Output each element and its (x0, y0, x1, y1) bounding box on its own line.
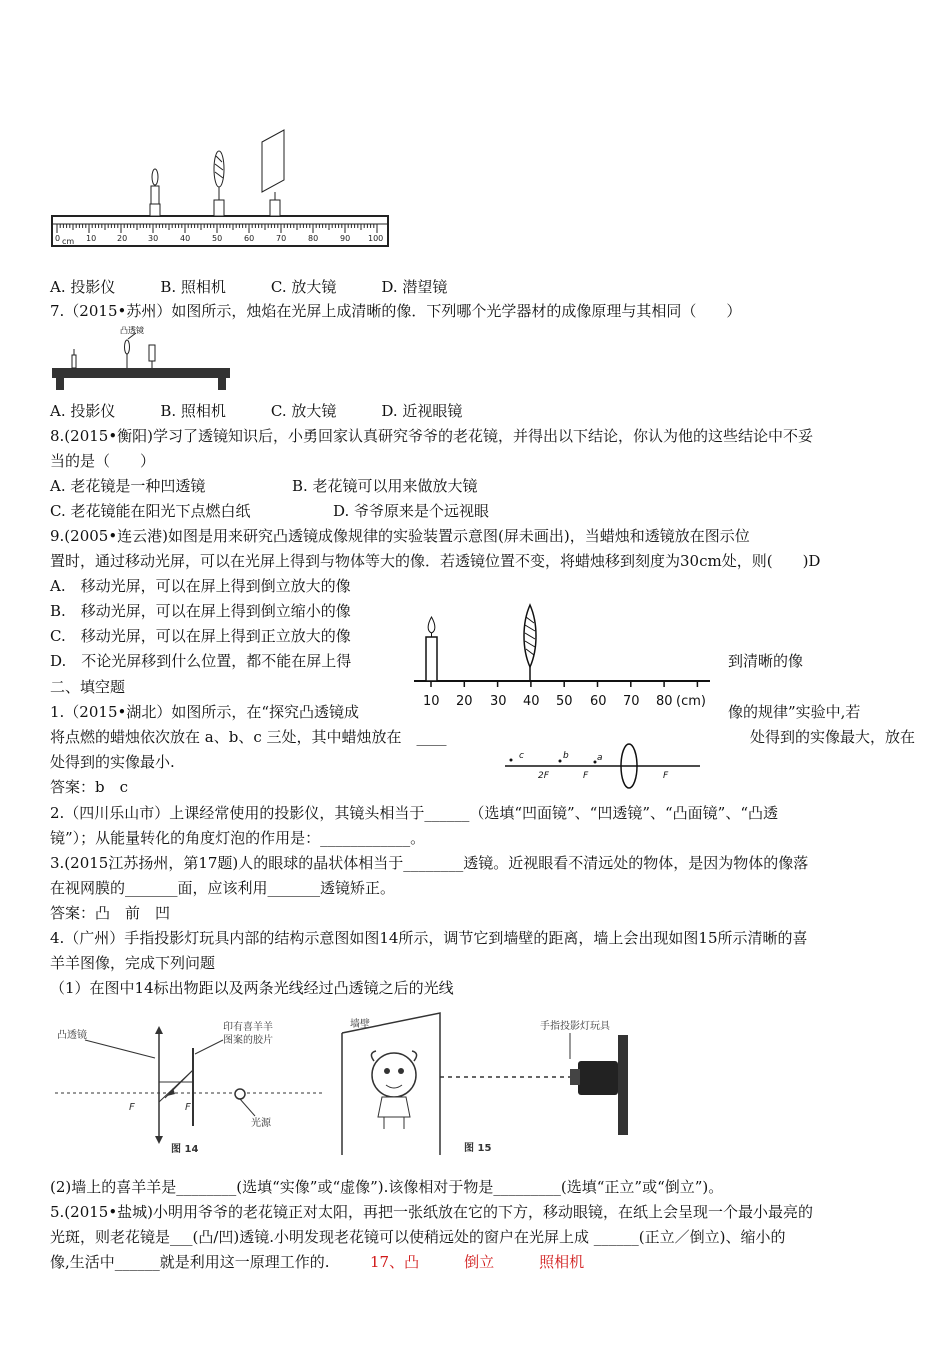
ruler1-tick-label: 20 (117, 234, 128, 243)
q9-figure (410, 603, 730, 715)
figure-14 (55, 1018, 330, 1158)
q9-tick-label: 70 (623, 694, 640, 709)
ruler1-tick-label: 70 (276, 234, 287, 243)
f5-line1: 5.(2015•盐城)小明用爷爷的老花镜正对太阳，再把一张纸放在它的下方，移动眼镜，在纸上会呈现一个最小最亮的 (50, 1203, 814, 1221)
fig15-toy-label: 手指投影灯玩具 (540, 1021, 610, 1032)
f1-label-b: b (563, 751, 569, 761)
ruler1-tick-label: 80 (308, 234, 319, 243)
fig15-caption: 图 15 (464, 1143, 492, 1154)
fig14-film-label-2: 图案的胶片 (223, 1035, 273, 1046)
fig14-film-label-1: 印有喜羊羊 (223, 1022, 273, 1033)
f3-line2: 在视网膜的_______面，应该利用_______透镜矫正。 (50, 879, 396, 897)
q7-stem: 7.（2015•苏州）如图所示，烛焰在光屏上成清晰的像．下列哪个光学器材的成像原理与其相同（ ） (50, 302, 742, 320)
f1-line1-left: 1.（2015•湖北）如图所示，在“探究凸透镜成 (50, 703, 360, 721)
ruler1-tick-label: 40 (180, 234, 191, 243)
q9-tick-label: 60 (590, 694, 607, 709)
f1-line2-left: 将点燃的蜡烛依次放在 a、b、c 三处，其中蜡烛放在 ____ (50, 728, 447, 746)
f4-line2: 羊羊图像，完成下列问题 (50, 954, 216, 972)
f4-sub1: （1）在图中14标出物距以及两条光线经过凸透镜之后的光线 (50, 979, 454, 997)
fig14-lens-label: 凸透镜 (57, 1030, 87, 1041)
q7-options: A. 投影仪 B. 照相机 C. 放大镜 D. 近视眼镜 (50, 402, 463, 420)
section-fill-in-title: 二、填空题 (50, 678, 126, 696)
fig14-f1-label: F (129, 1102, 135, 1113)
q9-tick-label: 40 (523, 694, 540, 709)
q9-option-b: B. 移动光屏，可以在屏上得到倒立缩小的像 (50, 602, 351, 620)
fig14-light-label: 光源 (251, 1118, 271, 1129)
q9-unit-label: (cm) (676, 694, 706, 709)
fig14-caption: 图 14 (171, 1144, 199, 1155)
q9-option-a: A. 移动光屏，可以在屏上得到倒立放大的像 (50, 577, 351, 595)
ruler1-tick-label: 50 (212, 234, 223, 243)
f5-line3: 像,生活中______就是利用这一原理工作的. (50, 1253, 330, 1271)
q9-stem-2: 置时，通过移动光屏，可以在光屏上得到与物体等大的像．若透镜位置不变，将蜡烛移到刻度为30cm处，则( )D (50, 552, 821, 570)
q9-tick-label: 50 (556, 694, 573, 709)
f1-answer: 答案：b c (50, 778, 129, 796)
q8-option-a: A. 老花镜是一种凹透镜 (50, 477, 206, 495)
ruler1-tick-label: 0 (55, 234, 61, 243)
q8-option-b: B. 老花镜可以用来做放大镜 (292, 477, 478, 495)
fig15-wall-label: 墙壁 (350, 1019, 370, 1030)
q7-figure (50, 325, 235, 395)
q8-stem-1: 8.(2015•衡阳)学习了透镜知识后，小勇回家认真研究爷爷的老花镜，并得出以下结论，你认为他的这些结论中不妥 (50, 427, 814, 445)
q9-option-d-part2: 到清晰的像 (728, 652, 804, 670)
figure-15 (340, 1005, 640, 1160)
f1-lens-figure (505, 740, 705, 790)
q8-option-d: D. 爷爷原来是个远视眼 (333, 502, 490, 520)
f1-line3: 处得到的实像最小. (50, 753, 175, 771)
q8-option-c: C. 老花镜能在阳光下点燃白纸 (50, 502, 251, 520)
f1-line2-right: 处得到的实像最大，放在 (750, 728, 916, 746)
f1-line1-right: 像的规律”实验中,若 (728, 703, 861, 721)
q9-stem-1: 9.(2005•连云港)如图是用来研究凸透镜成像规律的实验装置示意图(屏未画出)，当蜡烛和透镜放在图示位 (50, 527, 750, 545)
q7-lens-label: 凸透镜 (120, 326, 144, 335)
ruler1-tick-label: 100 (368, 234, 384, 243)
optical-bench-figure (50, 124, 392, 254)
q9-tick-label: 30 (490, 694, 507, 709)
q9-tick-label: 20 (456, 694, 473, 709)
f1-label-2f: 2F (538, 771, 549, 781)
f1-label-f-right: F (663, 771, 669, 781)
f4-line1: 4.（广州）手指投影灯玩具内部的结构示意图如图14所示，调节它到墙壁的距离，墙上会出现如图15所示清晰的喜 (50, 929, 808, 947)
ruler1-tick-label: cm (62, 237, 75, 246)
ruler1-tick-label: 10 (86, 234, 97, 243)
f1-label-a: a (597, 753, 603, 763)
f1-label-c: c (519, 751, 524, 761)
f2-line2: 镜”）；从能量转化的角度灯泡的作用是：____________。 (50, 829, 426, 847)
f4-sub2: (2)墙上的喜羊羊是________(选填“实像”或“虚像”).该像相对于物是_________(选填“正立”或“倒立”)。 (50, 1178, 724, 1196)
q9-tick-label: 10 (423, 694, 440, 709)
q9-option-c: C. 移动光屏，可以在屏上得到正立放大的像 (50, 627, 351, 645)
f1-label-f: F (583, 771, 589, 781)
fig14-f2-label: F (185, 1102, 191, 1113)
f3-line1: 3.(2015江苏扬州，第17题)人的眼球的晶状体相当于________透镜。近视眼看不清远处的物体，是因为物体的像落 (50, 854, 809, 872)
f5-answer: 17、凸 倒立 照相机 (370, 1253, 585, 1271)
f3-answer: 答案：凸 前 凹 (50, 904, 171, 922)
ruler1-tick-label: 90 (340, 234, 351, 243)
q9-tick-label: 80 (656, 694, 673, 709)
ruler1-tick-label: 60 (244, 234, 255, 243)
ruler1-tick-label: 30 (148, 234, 159, 243)
q9-option-d-part1: D. 不论光屏移到什么位置，都不能在屏上得 (50, 652, 352, 670)
f2-line1: 2.（四川乐山市）上课经常使用的投影仪，其镜头相当于______（选填“凹面镜”、“凹透镜”、“凸面镜”、“凸透 (50, 804, 778, 822)
q6-options: A. 投影仪 B. 照相机 C. 放大镜 D. 潜望镜 (50, 278, 448, 296)
f5-line2: 光斑，则老花镜是___(凸/凹)透镜.小明发现老花镜可以使稍远处的窗户在光屏上成 ______(正立／倒立)、缩小的 (50, 1228, 786, 1246)
q8-stem-2: 当的是（ ） (50, 452, 156, 470)
